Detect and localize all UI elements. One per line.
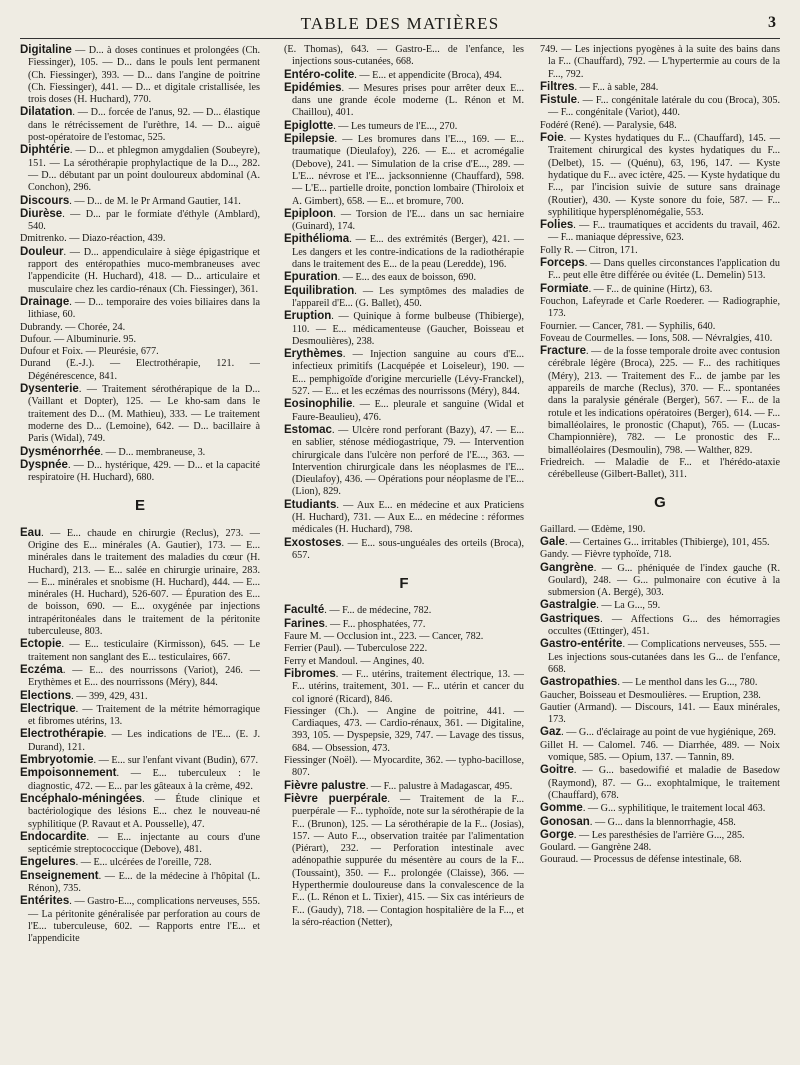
index-entry bbox=[540, 764, 780, 802]
entry-text: . — D... et phlegmon amygdalien (Soubeyre), 151. — La sérothérapie prophylactique de la D..., 282. — D... débutant par un point douloureux abdominal (A. Conchon), 296. bbox=[28, 145, 260, 194]
index-entry bbox=[284, 706, 524, 755]
entry-text: . — E... pleurale et sanguine (Widal et Faure-Beaulieu), 476. bbox=[292, 399, 524, 423]
section-letter-e: E bbox=[134, 497, 145, 515]
index-entry bbox=[540, 726, 780, 739]
entry-text: . — F... palustre à Madagascar, 495. bbox=[365, 780, 513, 792]
index-entry bbox=[540, 702, 780, 727]
index-entry bbox=[540, 613, 780, 639]
entry-text: . — G... d'éclairage au point de vue hygiénique, 269. bbox=[561, 727, 776, 739]
entry-headword: Drainage bbox=[20, 295, 70, 308]
index-entry bbox=[540, 816, 780, 829]
index-entry bbox=[20, 322, 260, 334]
index-entry bbox=[20, 246, 260, 296]
index-entry bbox=[540, 321, 780, 333]
index-entry bbox=[540, 549, 780, 561]
entry-text: . — F... de médecine, 782. bbox=[324, 605, 432, 617]
entry-headword: Faculté bbox=[284, 604, 325, 617]
entry-headword: Gastriques bbox=[540, 612, 601, 625]
entry-headword: Eczéma bbox=[20, 663, 63, 676]
index-entry bbox=[20, 446, 260, 459]
entry-text: Goulard. — Gangrène 248. bbox=[540, 842, 652, 854]
entry-text: Durand (E.-J.). — Electrothérapie, 121. — Dégénérescence, 841. bbox=[20, 358, 260, 382]
index-entry bbox=[284, 604, 524, 617]
entry-headword: Erythèmes bbox=[284, 348, 343, 361]
index-entry bbox=[284, 44, 524, 69]
index-entry bbox=[20, 346, 260, 358]
entry-text: Ferrier (Paul). — Tuberculose 222. bbox=[284, 643, 428, 655]
entry-text: . — Les paresthésies de l'arrière G..., 285. bbox=[573, 829, 745, 841]
index-entry bbox=[540, 457, 780, 482]
index-entry bbox=[284, 233, 524, 271]
index-entry bbox=[284, 398, 524, 424]
entry-headword: Entéro-colite bbox=[284, 68, 355, 81]
index-entry bbox=[20, 208, 260, 234]
entry-text: . — Les bromures dans l'E..., 169. — E... traumatique (Dieulafoy), 226. — E... et acromégalie (Debove), 241. — Simulation de la crise d'E..., 289. — L'E... névrose et l'E... jacksonnienne (Chauffard), 598. — L'E... partielle droite, ponction lombaire (Thiroloix et A. Gimbert), 658. — E... et bromure, 700. bbox=[292, 134, 524, 207]
entry-headword: Epithélioma bbox=[284, 233, 350, 246]
index-entry bbox=[20, 106, 260, 144]
entry-headword: Equilibration bbox=[284, 284, 355, 297]
index-entry bbox=[20, 895, 260, 945]
index-entry bbox=[284, 618, 524, 631]
index-entry bbox=[284, 133, 524, 208]
index-entry bbox=[20, 358, 260, 383]
column-3 bbox=[540, 44, 780, 867]
entry-headword: Gorge bbox=[540, 828, 574, 841]
entry-text: . — Traitement de la F... puerpérale — F... typhoïde, note sur la sérothérapie de la F... (Brunon), 125. — La sérothérapie de la F... (Josias), 157. — Auto F..., observation traitée par l'alimentation (Piérart), 232. — Perforation intestinale avec adénopathie suppurée du mésentère au cours de la F... (Toussaint), 350. — F... prolongée (Claisse), 366. — Hyperthermie douloureuse dans la convalescence de la F... (L. Rénon et L. Tixier), 415. — Six cas intérieurs de F... (Gaudy), 718. — Contagion hospitalière de la F..., et la séro-réaction (Netter), bbox=[292, 793, 524, 928]
entry-text: Gautier (Armand). — Discours, 141. — Eaux minérales, 173. bbox=[540, 701, 780, 726]
entry-text: Fournier. — Cancer, 781. — Syphilis, 640. bbox=[540, 320, 716, 332]
entry-text: . — E... des extrémités (Berger), 421. — Les dangers et les contre-indications de la radiothérapie dans le traitement des E... de la peau (Leredde), 196. bbox=[292, 234, 524, 271]
index-entry bbox=[540, 638, 780, 676]
entry-text: — D... à doses continues et prolongées (Ch. Fiessinger), 105. — D... dans le pouls lent permanent (Ch. Fiessinger), 393. — D... dans l'angine de poitrine (Ch. Fiessinger), 441. — D... et digitale cristallisée, les trois doses (H. Huchard), 770. bbox=[28, 45, 260, 106]
entry-text: . — Ulcère rond perforant (Bazy), 47. — E... en sablier, sténose médiogastrique, 79. — Intervention chirurgicale dans l'ulcère non perforé de l'E..., 363. — Intervention chirurgicale dans les néoplasmes de l'E... (Dieulafoy), 436. — Opérations pour néoplasme de l'E... (Lion), 829. bbox=[292, 424, 524, 498]
entry-headword: Dysenterie bbox=[20, 383, 79, 396]
entry-headword: Encéphalo-méningées bbox=[20, 792, 143, 805]
index-entry bbox=[20, 144, 260, 194]
entry-text: Fiessinger (Noël). — Myocardite, 362. — typho-bacillose, 807. bbox=[284, 755, 524, 779]
entry-text: . — E... tuberculeux : le diagnostic, 472. — E... par les gâteaux à la crème, 492. bbox=[28, 768, 260, 792]
entry-text: Faure M. — Occlusion int., 223. — Cancer, 782. bbox=[284, 631, 484, 643]
entry-headword: Gastro-entérite bbox=[540, 638, 623, 651]
index-entry bbox=[20, 296, 260, 322]
entry-text: . — Aux E... en médecine et aux Praticiens (H. Huchard), 731. — Aux E... en médecine : réformes médicales (H. Huchard), 798. bbox=[292, 499, 524, 536]
index-entry bbox=[540, 740, 780, 765]
entry-headword: Eosinophilie bbox=[284, 398, 353, 411]
entry-text: Dubrandy. — Chorée, 24. bbox=[20, 321, 126, 333]
entry-text: . — D... forcée de l'anus, 92. — D... élastique dans le rétrécissement de l'urèthre, 14. — D... aiguë post-opératoire de l'estomac, 525. bbox=[28, 107, 260, 144]
index-entry bbox=[284, 755, 524, 780]
entry-headword: Epilepsie bbox=[284, 133, 335, 146]
entry-text: . — E... injectante au cours d'une septicémie streptococcique (Debove), 481. bbox=[28, 831, 260, 856]
entry-text: . — E... sous-unguéales des orteils (Broca), 657. bbox=[292, 537, 524, 561]
entry-headword: Farines bbox=[284, 617, 325, 630]
entry-text: . — Les symptômes des maladies de l'appareil d'E... (G. Ballet), 450. bbox=[292, 285, 524, 309]
index-entry bbox=[284, 780, 524, 793]
entry-headword: Electrothérapie bbox=[20, 728, 104, 741]
entry-text: Gaucher, Boisseau et Desmoulières. — Eruption, 238. bbox=[540, 689, 761, 701]
entry-headword: Etudiants bbox=[284, 498, 337, 511]
index-entry bbox=[284, 120, 524, 133]
index-entry bbox=[20, 831, 260, 857]
header-rule bbox=[20, 38, 780, 39]
entries-d bbox=[20, 44, 260, 484]
entry-text: Gillet H. — Calomel. 746. — Diarrhée, 489. — Noix vomique, 585. — Opium, 137. — Tannin, 89. bbox=[540, 739, 780, 764]
index-entry bbox=[20, 459, 260, 485]
entry-headword: Dyspnée bbox=[20, 458, 68, 471]
index-entry bbox=[20, 527, 260, 639]
entry-text: . — Les tumeurs de l'E..., 270. bbox=[333, 120, 458, 132]
index-entry bbox=[284, 424, 524, 499]
entry-headword: Gonosan bbox=[540, 815, 590, 828]
entry-text: . — La G..., 59. bbox=[596, 600, 661, 612]
entry-headword: Empoisonnement bbox=[20, 767, 117, 780]
index-entry bbox=[284, 310, 524, 348]
entry-headword: Forceps bbox=[540, 257, 585, 270]
index-entry bbox=[540, 829, 780, 842]
entry-text: . — D... appendiculaire à siège épigastrique et rapport des entéropathies muco-membraneuses avec l'appendicite (H. Huchard), 418. — D... articulaire et musculaire chez les cardio-rénaux (Ch. Fiessinger), 361. bbox=[28, 246, 260, 295]
entry-text: . — G... syphilitique, le traitement local 463. bbox=[582, 803, 766, 815]
index-entry bbox=[540, 802, 780, 815]
running-title: TABLE DES MATIÈRES bbox=[300, 14, 500, 33]
index-entry bbox=[540, 245, 780, 257]
entry-headword: Fièvre palustre bbox=[284, 779, 366, 792]
index-entry bbox=[20, 233, 260, 245]
index-entry bbox=[540, 842, 780, 854]
entry-text: . — G... basedowifié et maladie de Basedow (Raymond), 87. — G... exophtalmique, le traitement (Chauffard), 678. bbox=[548, 765, 780, 801]
entry-text: . — E... sur l'enfant vivant (Budin), 677. bbox=[93, 755, 259, 767]
entry-text: Gaillard. — Œdème, 190. bbox=[540, 523, 646, 535]
entry-text: . — Étude clinique et bactériologique des lésions E... chez le nouveau-né syphilitique (P. Ravaut et A. Pousselle), 47. bbox=[28, 793, 260, 830]
index-entry bbox=[20, 793, 260, 831]
index-entry bbox=[540, 690, 780, 702]
entry-headword: Gastropathies bbox=[540, 676, 618, 689]
entry-headword: Dilatation bbox=[20, 106, 73, 119]
entry-text: . — E... ulcérées de l'oreille, 728. bbox=[75, 857, 212, 869]
entry-headword: Foie bbox=[540, 132, 564, 145]
index-entry bbox=[540, 854, 780, 866]
index-entry bbox=[20, 728, 260, 754]
entry-headword: Diphtérie bbox=[20, 144, 70, 157]
entry-text: 749. — Les injections pyogènes à la suite des bains dans la F... (Chauffard), 792. — L'hypertermie au cours de la F..., 792. bbox=[540, 44, 780, 80]
page-header bbox=[20, 8, 780, 36]
index-entry bbox=[284, 631, 524, 643]
entry-headword: Elections bbox=[20, 689, 72, 702]
index-entry bbox=[20, 195, 260, 208]
entry-text: Folly R. — Citron, 171. bbox=[540, 244, 638, 256]
entry-text: Foveau de Courmelles. — Ions, 508. — Névralgies, 410. bbox=[540, 332, 773, 344]
entry-headword: Endocardite bbox=[20, 830, 87, 843]
index-entry bbox=[284, 537, 524, 563]
entry-headword: Eau bbox=[20, 526, 42, 539]
entry-text: . — F... congénitale latérale du cou (Broca), 305. — F... congénitale (Variot), 440. bbox=[548, 95, 780, 119]
entry-text: . — de la fosse temporale droite avec contusion cérébrale légère (Broca), 225. — F... des rachitiques (Méry), 213. — Traitement des F... de jambe par les appareils de marche (Reclus), 370. — F... spontanées dans la paralysie générale (Berger), 567. — F... de la rotule et les indications opératoires (Berger), 614. — F... bimalléolaires, le pronostic (Chaput), 765. — (Lucas-Championnière), 782. — Le pronostic des F... bimalléolaires (Desmoulin), 798. — Walther, 829. bbox=[548, 346, 780, 456]
entry-text: . — F... utérins, traitement électrique, 13. — F... utérins, traitement, 301. — F... utérin et cancer du col ignoré (Ricard), 846. bbox=[292, 668, 524, 705]
index-entry bbox=[284, 348, 524, 398]
index-entry bbox=[540, 676, 780, 689]
entry-text: . — Complications nerveuses, 555. — Les injections sous-cutanées dans les G... de l'enfance, 668. bbox=[548, 639, 780, 675]
entry-headword: Formiate bbox=[540, 282, 589, 295]
entry-text: . — Injection sanguine au cours d'E... infectieux primitifs (Lacquépée et Loiseleur), 190. — E... pemphigoïde d'origine mercurielle (Lévy-Franckel), 527. — E... et les eczémas des nourrissons (Méry), 844. bbox=[292, 349, 524, 398]
index-entry bbox=[284, 499, 524, 537]
index-entry bbox=[20, 703, 260, 729]
index-entry bbox=[540, 562, 780, 600]
entry-text: . — Mesures prises pour arrêter deux E... dans une grande école moderne (L. Rénon et M. Chaillou), 401. bbox=[292, 82, 524, 119]
entry-text: . — Certaines G... irritables (Thibierge), 101, 455. bbox=[564, 536, 770, 548]
entry-text: . — D... temporaire des voies biliaires dans la lithiase, 60. bbox=[28, 296, 260, 321]
entry-headword: Goitre bbox=[540, 764, 574, 777]
page-number: 3 bbox=[768, 14, 776, 31]
entry-headword: Epuration bbox=[284, 271, 338, 284]
index-entry bbox=[284, 69, 524, 82]
entry-headword: Epiploon bbox=[284, 207, 334, 220]
entry-headword: Electrique bbox=[20, 702, 76, 715]
index-entry bbox=[284, 656, 524, 668]
index-entry bbox=[540, 120, 780, 132]
entry-headword: Entérites bbox=[20, 895, 70, 908]
entry-text: Fiessinger (Ch.). — Angine de poitrine, 441. — Cardiaques, 473. — Cardio-rénaux, 361. — Digitaline, 393, 105. — Dyspepsie, 329, 747. — Lavage des tissus, 684. — Obsession, 473. bbox=[284, 705, 524, 754]
index-entry bbox=[284, 285, 524, 311]
entry-text: . — E... de la médecine à l'hôpital (L. Rénon), 735. bbox=[28, 870, 260, 894]
index-entry bbox=[540, 536, 780, 549]
entry-text: . — Kystes hydatiques du F... (Chauffard), 145. — Traitement chirurgical des kystes hydatiques du F... (Delbet), 15. — (Quénu), 63, 196, 147. — Kyste hydatique du F... avec ictère, 425. — Kyste hydatique du F..., par l'incision suivie de suture sans drainage (Routier), 430. — Kyste sonore du foie, 587. — F... syphilitique hypersplénomégalie, 553. bbox=[548, 133, 780, 218]
entry-headword: Gomme bbox=[540, 802, 583, 815]
entry-text: . — E... chaude en chirurgie (Reclus), 273. — Origine des E... minérales (A. Gautier), 173. — E... minérales dans le traitement des maladies du cœur (H. Huchard), 213. — E... salée en chirurgie urinaire, 283. — E... minérales et snobisme (H. Huchard), 444. — E... minérales (H. Huchard), 526-607. — Épuration des E... de boisson, 690. — E... oxygénée par injections intrapéritonéales dans le traitement de la péritonite tuberculeuse, 803. bbox=[28, 527, 260, 638]
index-entry bbox=[284, 643, 524, 655]
index-entry bbox=[540, 345, 780, 457]
index-entry bbox=[284, 82, 524, 120]
entry-text: Ferry et Mandoul. — Angines, 40. bbox=[284, 655, 425, 667]
entry-headword: Ectopie bbox=[20, 638, 62, 651]
entry-text: . — E... et appendicite (Broca), 494. bbox=[354, 69, 502, 81]
index-entry bbox=[20, 383, 260, 445]
index-entry bbox=[540, 296, 780, 321]
entry-text: . — F... à sable, 284. bbox=[574, 81, 659, 93]
entry-text: . — D... de M. le Pr Armand Gautier, 141. bbox=[69, 195, 241, 207]
entry-text: Friedreich. — Maladie de F... et l'hérédo-ataxie cérébelleuse (Gilbert-Ballet), 311. bbox=[540, 456, 780, 481]
entry-text: . — F... traumatiques et accidents du travail, 462. — F... maniaque dépressive, 623. bbox=[548, 220, 780, 244]
entry-text: . — E... testiculaire (Kirmisson), 645. — Le traitement non sanglant des E... testiculaires, 667. bbox=[28, 639, 260, 663]
index-entry bbox=[20, 767, 260, 793]
entry-headword: Engelures bbox=[20, 856, 76, 869]
entry-headword: Fièvre puerpérale bbox=[284, 792, 388, 805]
entry-headword: Filtres bbox=[540, 80, 575, 93]
entry-text: . — E... des nourrissons (Variot), 246. — Erythèmes et E... des nourrissons (Méry), 844. bbox=[28, 664, 260, 689]
entry-headword: Eruption bbox=[284, 310, 332, 323]
entry-text: Gouraud. — Processus de défense intestinale, 68. bbox=[540, 854, 742, 866]
entry-headword: Embryotomie bbox=[20, 754, 94, 767]
entry-text: . — 399, 429, 431. bbox=[71, 690, 148, 702]
index-entry bbox=[20, 44, 260, 106]
entry-headword: Fracture bbox=[540, 345, 587, 358]
index-entry bbox=[540, 44, 780, 81]
entry-headword: Exostoses bbox=[284, 536, 342, 549]
entry-headword: Discours bbox=[20, 194, 70, 207]
index-entry bbox=[20, 856, 260, 869]
entry-text: . — G... dans la blennorrhagie, 458. bbox=[589, 816, 736, 828]
entry-headword: Fibromes bbox=[284, 667, 336, 680]
index-entry bbox=[540, 599, 780, 612]
entry-headword: Estomac bbox=[284, 423, 332, 436]
index-entry bbox=[20, 664, 260, 690]
index-entry bbox=[540, 257, 780, 283]
entry-text: Gandy. — Fièvre typhoïde, 718. bbox=[540, 549, 672, 561]
entry-text: . — F... phosphatées, 77. bbox=[324, 618, 426, 630]
entry-headword: Douleur bbox=[20, 245, 64, 258]
index-entry bbox=[20, 638, 260, 664]
entry-headword: Enseignement bbox=[20, 869, 99, 882]
index-entry bbox=[284, 208, 524, 234]
entries-f-cont bbox=[540, 44, 780, 481]
entry-headword: Epiglotte bbox=[284, 119, 334, 132]
entry-text: . — D... par le formiate d'éthyle (Amblard), 540. bbox=[28, 208, 260, 233]
index-entry bbox=[540, 94, 780, 120]
section-letter-f: F bbox=[399, 575, 409, 593]
entry-text: . — Traitement de la métrite hémorragique et fibromes utérins, 13. bbox=[28, 703, 260, 728]
entry-text: . — F... de quinine (Hirtz), 63. bbox=[588, 283, 713, 295]
entry-headword: Gangrène bbox=[540, 561, 594, 574]
entry-headword: Gale bbox=[540, 535, 565, 548]
index-entry bbox=[284, 271, 524, 284]
index-entry bbox=[20, 690, 260, 703]
entry-text: . — Les indications de l'E... (E. J. Durand), 121. bbox=[28, 729, 260, 753]
entry-text: Dufour et Foix. — Pleurésie, 677. bbox=[20, 346, 159, 358]
entries-e-cont bbox=[284, 44, 524, 562]
entry-headword: Dysménorrhée bbox=[20, 445, 101, 458]
entry-text: . — G... phéniquée de l'index gauche (R. Goulard), 248. — G... pulmonaire con écutive à la submersion (A. Bergé), 303. bbox=[548, 562, 780, 599]
entry-text: . — Affections G... des hémorragies occultes (Œttinger), 451. bbox=[548, 613, 780, 638]
index-entry bbox=[20, 334, 260, 346]
index-entry bbox=[540, 333, 780, 345]
entry-text: . — Gastro-E..., complications nerveuses, 555. — La péritonite généralisée par perforation au cours de l'E... tuberculeuse, 602. — Rapports entre l'E... et l'appendicite bbox=[28, 896, 260, 945]
column-2 bbox=[284, 44, 524, 929]
entry-text: (E. Thomas), 643. — Gastro-E... de l'enfance, les injections sous-cutanées, 668. bbox=[284, 44, 524, 68]
entry-text: Dufour. — Albuminurie. 95. bbox=[20, 333, 137, 345]
index-entry bbox=[20, 754, 260, 767]
entry-text: . — Torsion de l'E... dans un sac herniaire (Guinard), 174. bbox=[292, 208, 524, 233]
entries-g bbox=[540, 524, 780, 867]
entry-headword: Fistule bbox=[540, 94, 578, 107]
entry-text: . — D... membraneuse, 3. bbox=[100, 446, 206, 458]
index-entry bbox=[540, 524, 780, 536]
entry-text: Fodéré (René). — Paralysie, 648. bbox=[540, 119, 677, 131]
entry-text: . — Traitement sérothérapique de la D... (Vaillant et Dopter), 125. — Le kho-sam dans le traitement des D... (M. Mathieu), 333. — Le traitement moderne des D... (Lemoine), 642. — D... bacillaire à Paris (Widal), 749. bbox=[28, 384, 260, 445]
entry-text: Fouchon, Lafeyrade et Carle Roederer. — Radiographie, 173. bbox=[540, 295, 780, 320]
entry-headword: Digitaline bbox=[20, 44, 72, 56]
entry-headword: Diurèse bbox=[20, 207, 63, 220]
column-1 bbox=[20, 44, 260, 945]
entry-headword: Epidémies bbox=[284, 81, 342, 94]
entry-headword: Gastralgie bbox=[540, 599, 597, 612]
index-entry bbox=[284, 793, 524, 929]
index-entry bbox=[540, 219, 780, 245]
index-entry bbox=[284, 668, 524, 706]
index-entry bbox=[540, 283, 780, 296]
entry-text: . — D... hystérique, 429. — D... et la capacité respiratoire (H. Huchard), 680. bbox=[28, 459, 260, 484]
entry-text: . — Dans quelles circonstances l'application du F... peut elle être différée ou évitée (L. Demelin) 513. bbox=[548, 258, 780, 282]
entry-text: . — Quinique à forme bulbeuse (Thibierge), 110. — E... médicamenteuse (Gaucher, Boisseau et Desmoulières), 238. bbox=[292, 311, 524, 347]
entry-text: . — Le menthol dans les G..., 780. bbox=[617, 677, 758, 689]
entry-text: . — E... des eaux de boisson, 690. bbox=[337, 272, 477, 284]
entries-f bbox=[284, 604, 524, 929]
entry-headword: Folies bbox=[540, 219, 574, 232]
section-letter-g: G bbox=[654, 494, 666, 512]
entries-e bbox=[20, 527, 260, 946]
index-entry bbox=[540, 81, 780, 94]
entry-text: Dmitrenko. — Diazo-réaction, 439. bbox=[20, 233, 166, 245]
index-entry bbox=[20, 870, 260, 896]
index-entry bbox=[540, 132, 780, 219]
entry-headword: Gaz bbox=[540, 726, 562, 739]
